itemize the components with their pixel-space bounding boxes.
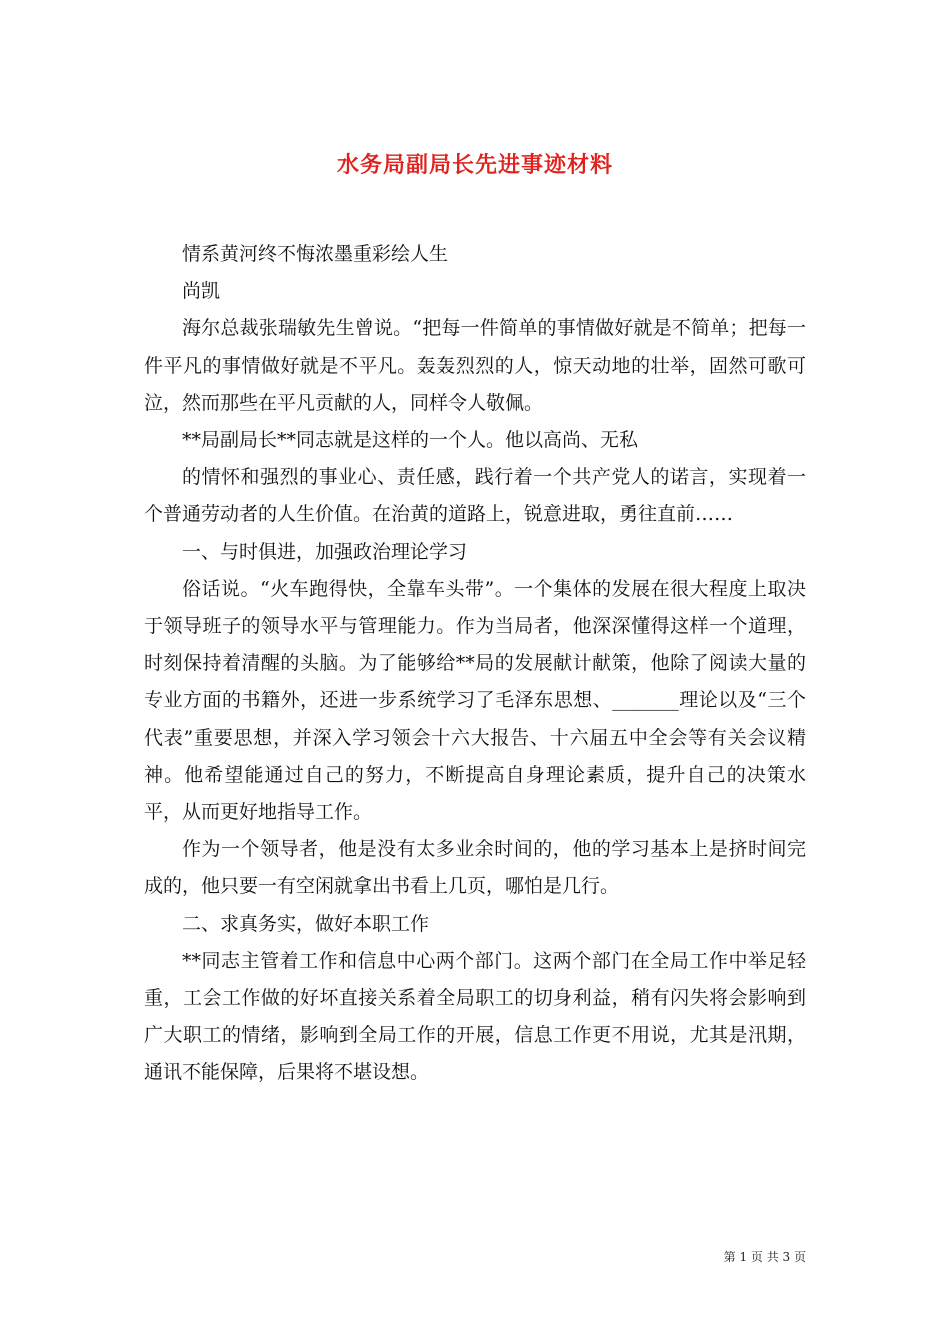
paragraph: 作为一个领导者，他是没有太多业余时间的，他的学习基本上是挤时间完成的，他只要一有空闲就拿出书看上几页，哪怕是几行。 (144, 838, 806, 898)
paragraph: 海尔总裁张瑞敏先生曾说。“把每一件简单的事情做好就是不简单；把每一件平凡的事情做好就是不平凡。轰轰烈烈的人，惊天动地的壮举，固然可歌可泣，然而那些在平凡贡献的人，同样令人敬佩。 (144, 317, 806, 414)
paragraph: **同志主管着工作和信息中心两个部门。这两个部门在全局工作中举足轻重，工会工作做的好坏直接关系着全局职工的切身利益，稍有闪失将会影响到广大职工的情绪，影响到全局工作的开展，信息工作更不用说，尤其是汛期，通讯不能保障，后果将不堪设想。 (144, 949, 806, 1084)
page-number: 第 1 页 共 3 页 (723, 1250, 806, 1264)
document-title: 水务局副局长先进事迹材料 (336, 151, 613, 178)
document-body (144, 236, 806, 1092)
paragraph: 俗话说。“火车跑得快，全靠车头带”。一个集体的发展在很大程度上取决于领导班子的领导水平与管理能力。作为当局者，他深深懂得这样一个道理，时刻保持着清醒的头脑。为了能够给**局的发展献计献策，他除了阅读大量的专业方面的书籍外，还进一步系统学习了毛泽东思想、_______理论以及“三个代表”重要思想，并深入学习领会十六大报告、十六届五中全会等有关会议精神。他希望能通过自己的努力，不断提高自身理论素质，提升自己的决策水平，从而更好地指导工作。 (144, 577, 806, 824)
paragraph: **局副局长**同志就是这样的一个人。他以高尚、无私 (182, 429, 639, 452)
subtitle: 情系黄河终不悔浓墨重彩绘人生 (182, 243, 449, 265)
section-heading: 二、求真务实，做好本职工作 (182, 912, 430, 935)
section-heading: 一、与时俱进，加强政治理论学习 (182, 540, 468, 563)
author: 尚凯 (182, 280, 221, 303)
paragraph: 的情怀和强烈的事业心、责任感，践行着一个共产党人的诺言，实现着一个普通劳动者的人生价值。在治黄的道路上，锐意进取，勇往直前…… (144, 466, 806, 526)
